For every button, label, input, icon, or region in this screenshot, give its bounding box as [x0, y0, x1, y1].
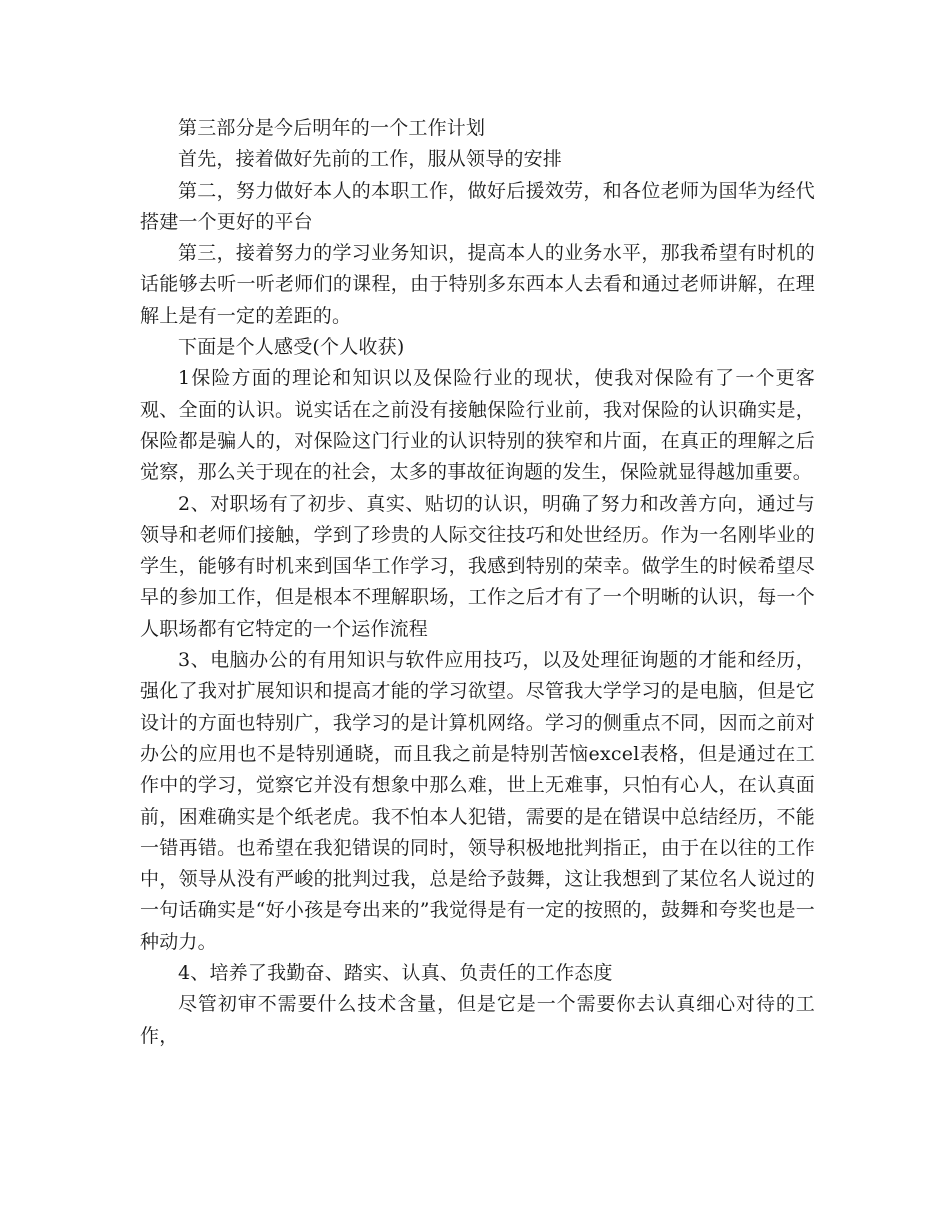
paragraph-gain-1: 1保险方面的理论和知识以及保险行业的现状，使我对保险有了一个更客观、全面的认识。说实话在之前没有接触保险行业前，我对保险的认识确实是，保险都是骗人的，对保险这门行业的认识特别的狭窄和片面，在真正的理解之后觉察，那么关于现在的社会，太多的事故征询题的发生，保险就显得越加重要。 [140, 367, 815, 484]
paragraph-gain-2: 2、对职场有了初步、真实、贴切的认识，明确了努力和改善方向，通过与领导和老师们接触，学到了珍贵的人际交往技巧和处世经历。作为一名刚毕业的学生，能够有时机来到国华工作学习，我感到特别的荣幸。做学生的时候希望尽早的参加工作，但是根本不理解职场，工作之后才有了一个明晰的认识，每一个人职场都有它特定的一个运作流程 [140, 492, 815, 640]
paragraph-feelings-heading: 下面是个人感受(个人收获) [178, 336, 405, 359]
paragraph-plan-first: 首先，接着做好先前的工作，服从领导的安排 [178, 148, 563, 171]
paragraph-gain-4-detail: 尽管初审不需要什么技术含量，但是它是一个需要你去认真细心对待的工作， [140, 993, 815, 1047]
paragraph-plan-second: 第二，努力做好本人的本职工作，做好后援效劳，和各位老师为国华为经代搭建一个更好的平台 [140, 179, 815, 233]
paragraph-gain-3: 3、电脑办公的有用知识与软件应用技巧，以及处理征询题的才能和经历，强化了我对扩展知识和提高才能的学习欲望。尽管我大学学习的是电脑，但是它设计的方面也特别广，我学习的是计算机网络。学习的侧重点不同，因而之前对办公的应用也不是特别通晓，而且我之前是特别苦恼excel表格，但是通过在工作中的学习，觉察它并没有想象中那么难，世上无难事，只怕有心人，在认真面前，困难确实是个纸老虎。我不怕本人犯错，需要的是在错误中总结经历，不能一错再错。也希望在我犯错误的同时，领导积极地批判指正，由于在以往的工作中，领导从没有严峻的批判过我，总是给予鼓舞，这让我想到了某位名人说过的一句话确实是“好小孩是夸出来的”我觉得是有一定的按照的，鼓舞和夸奖也是一种动力。 [140, 649, 815, 953]
paragraph-plan-heading: 第三部分是今后明年的一个工作计划 [178, 117, 486, 139]
document-body [140, 113, 815, 1052]
paragraph-plan-third: 第三，接着努力的学习业务知识，提高本人的业务水平，那我希望有时机的话能够去听一听老师们的课程，由于特别多东西本人去看和通过老师讲解，在理解上是有一定的差距的。 [140, 242, 815, 327]
paragraph-gain-4: 4、培养了我勤奋、踏实、认真、负责任的工作态度 [178, 962, 613, 985]
